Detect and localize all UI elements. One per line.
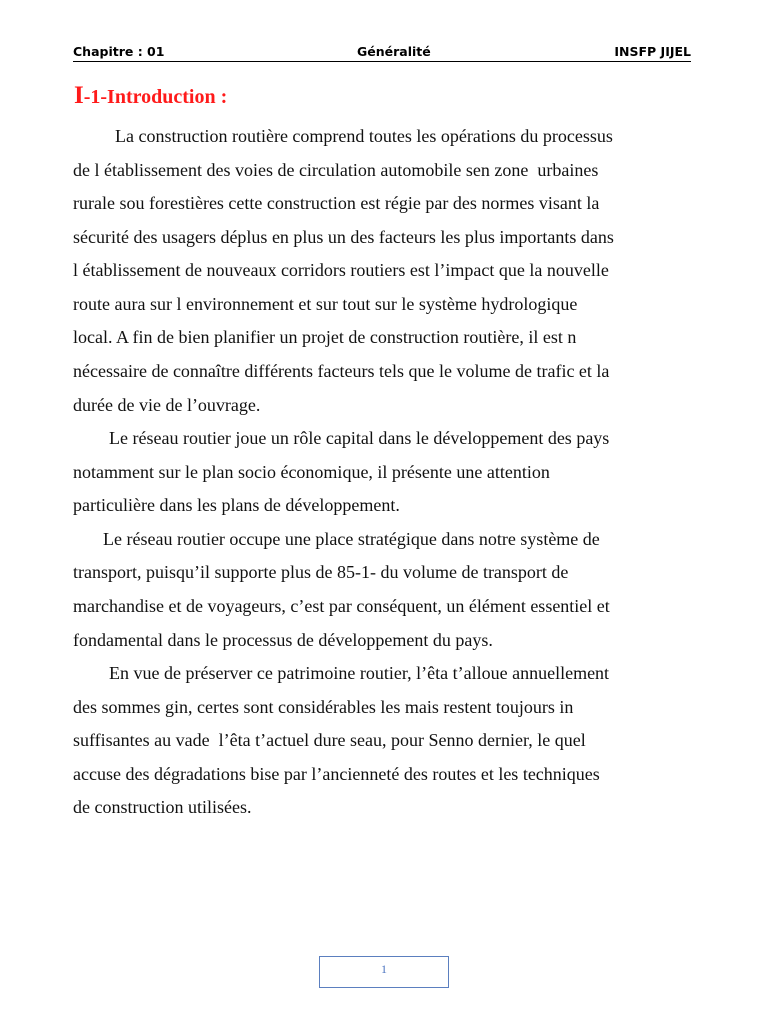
body-line: particulière dans les plans de développement.	[73, 495, 400, 515]
body-line: marchandise et de voyageurs, c’est par conséquent, un élément essentiel et	[73, 596, 610, 616]
body-line: accuse des dégradations bise par l’ancienneté des routes et les techniques	[73, 764, 600, 784]
body-line: l établissement de nouveaux corridors routiers est l’impact que la nouvelle	[73, 260, 609, 280]
body-line: La construction routière comprend toutes les opérations du processus	[115, 126, 613, 146]
section-heading	[74, 82, 227, 110]
header-institution: INSFP JIJEL	[614, 44, 691, 59]
section-heading-text: -1-Introduction :	[83, 86, 228, 108]
body-line: Le réseau routier joue un rôle capital dans le développement des pays	[109, 428, 610, 448]
header-chapter: Chapitre : 01	[73, 44, 165, 59]
page-number: 1	[381, 962, 387, 976]
section-heading-initial: I	[74, 82, 84, 109]
body-line: En vue de préserver ce patrimoine routier, l’êta t’alloue annuellement	[109, 663, 610, 683]
header-topic: Généralité	[357, 44, 431, 59]
body-line: de l établissement des voies de circulation automobile sen zone urbaines	[73, 160, 599, 180]
page-number-box	[319, 956, 449, 988]
body-line: de construction utilisées.	[73, 797, 252, 817]
body-line: des sommes gin, certes sont considérables les mais restent toujours in	[73, 697, 574, 717]
body-line: nécessaire de connaître différents facteurs tels que le volume de trafic et la	[73, 361, 610, 381]
body-line: notamment sur le plan socio économique, il présente une attention	[73, 462, 550, 482]
body-line: durée de vie de l’ouvrage.	[73, 395, 261, 415]
body-line: transport, puisqu’il supporte plus de 85-1- du volume de transport de	[73, 562, 569, 582]
body-line: rurale sou forestières cette construction est régie par des normes visant la	[73, 193, 600, 213]
body-line: fondamental dans le processus de développement du pays.	[73, 630, 493, 650]
body-line: local. A fin de bien planifier un projet de construction routière, il est n	[73, 327, 577, 347]
body-line: sécurité des usagers déplus en plus un des facteurs les plus importants dans	[73, 227, 614, 247]
body-line: route aura sur l environnement et sur tout sur le système hydrologique	[73, 294, 578, 314]
body-line: Le réseau routier occupe une place stratégique dans notre système de	[103, 529, 600, 549]
body-line: suffisantes au vade l’êta t’actuel dure seau, pour Senno dernier, le quel	[73, 730, 586, 750]
header-divider	[73, 61, 691, 62]
